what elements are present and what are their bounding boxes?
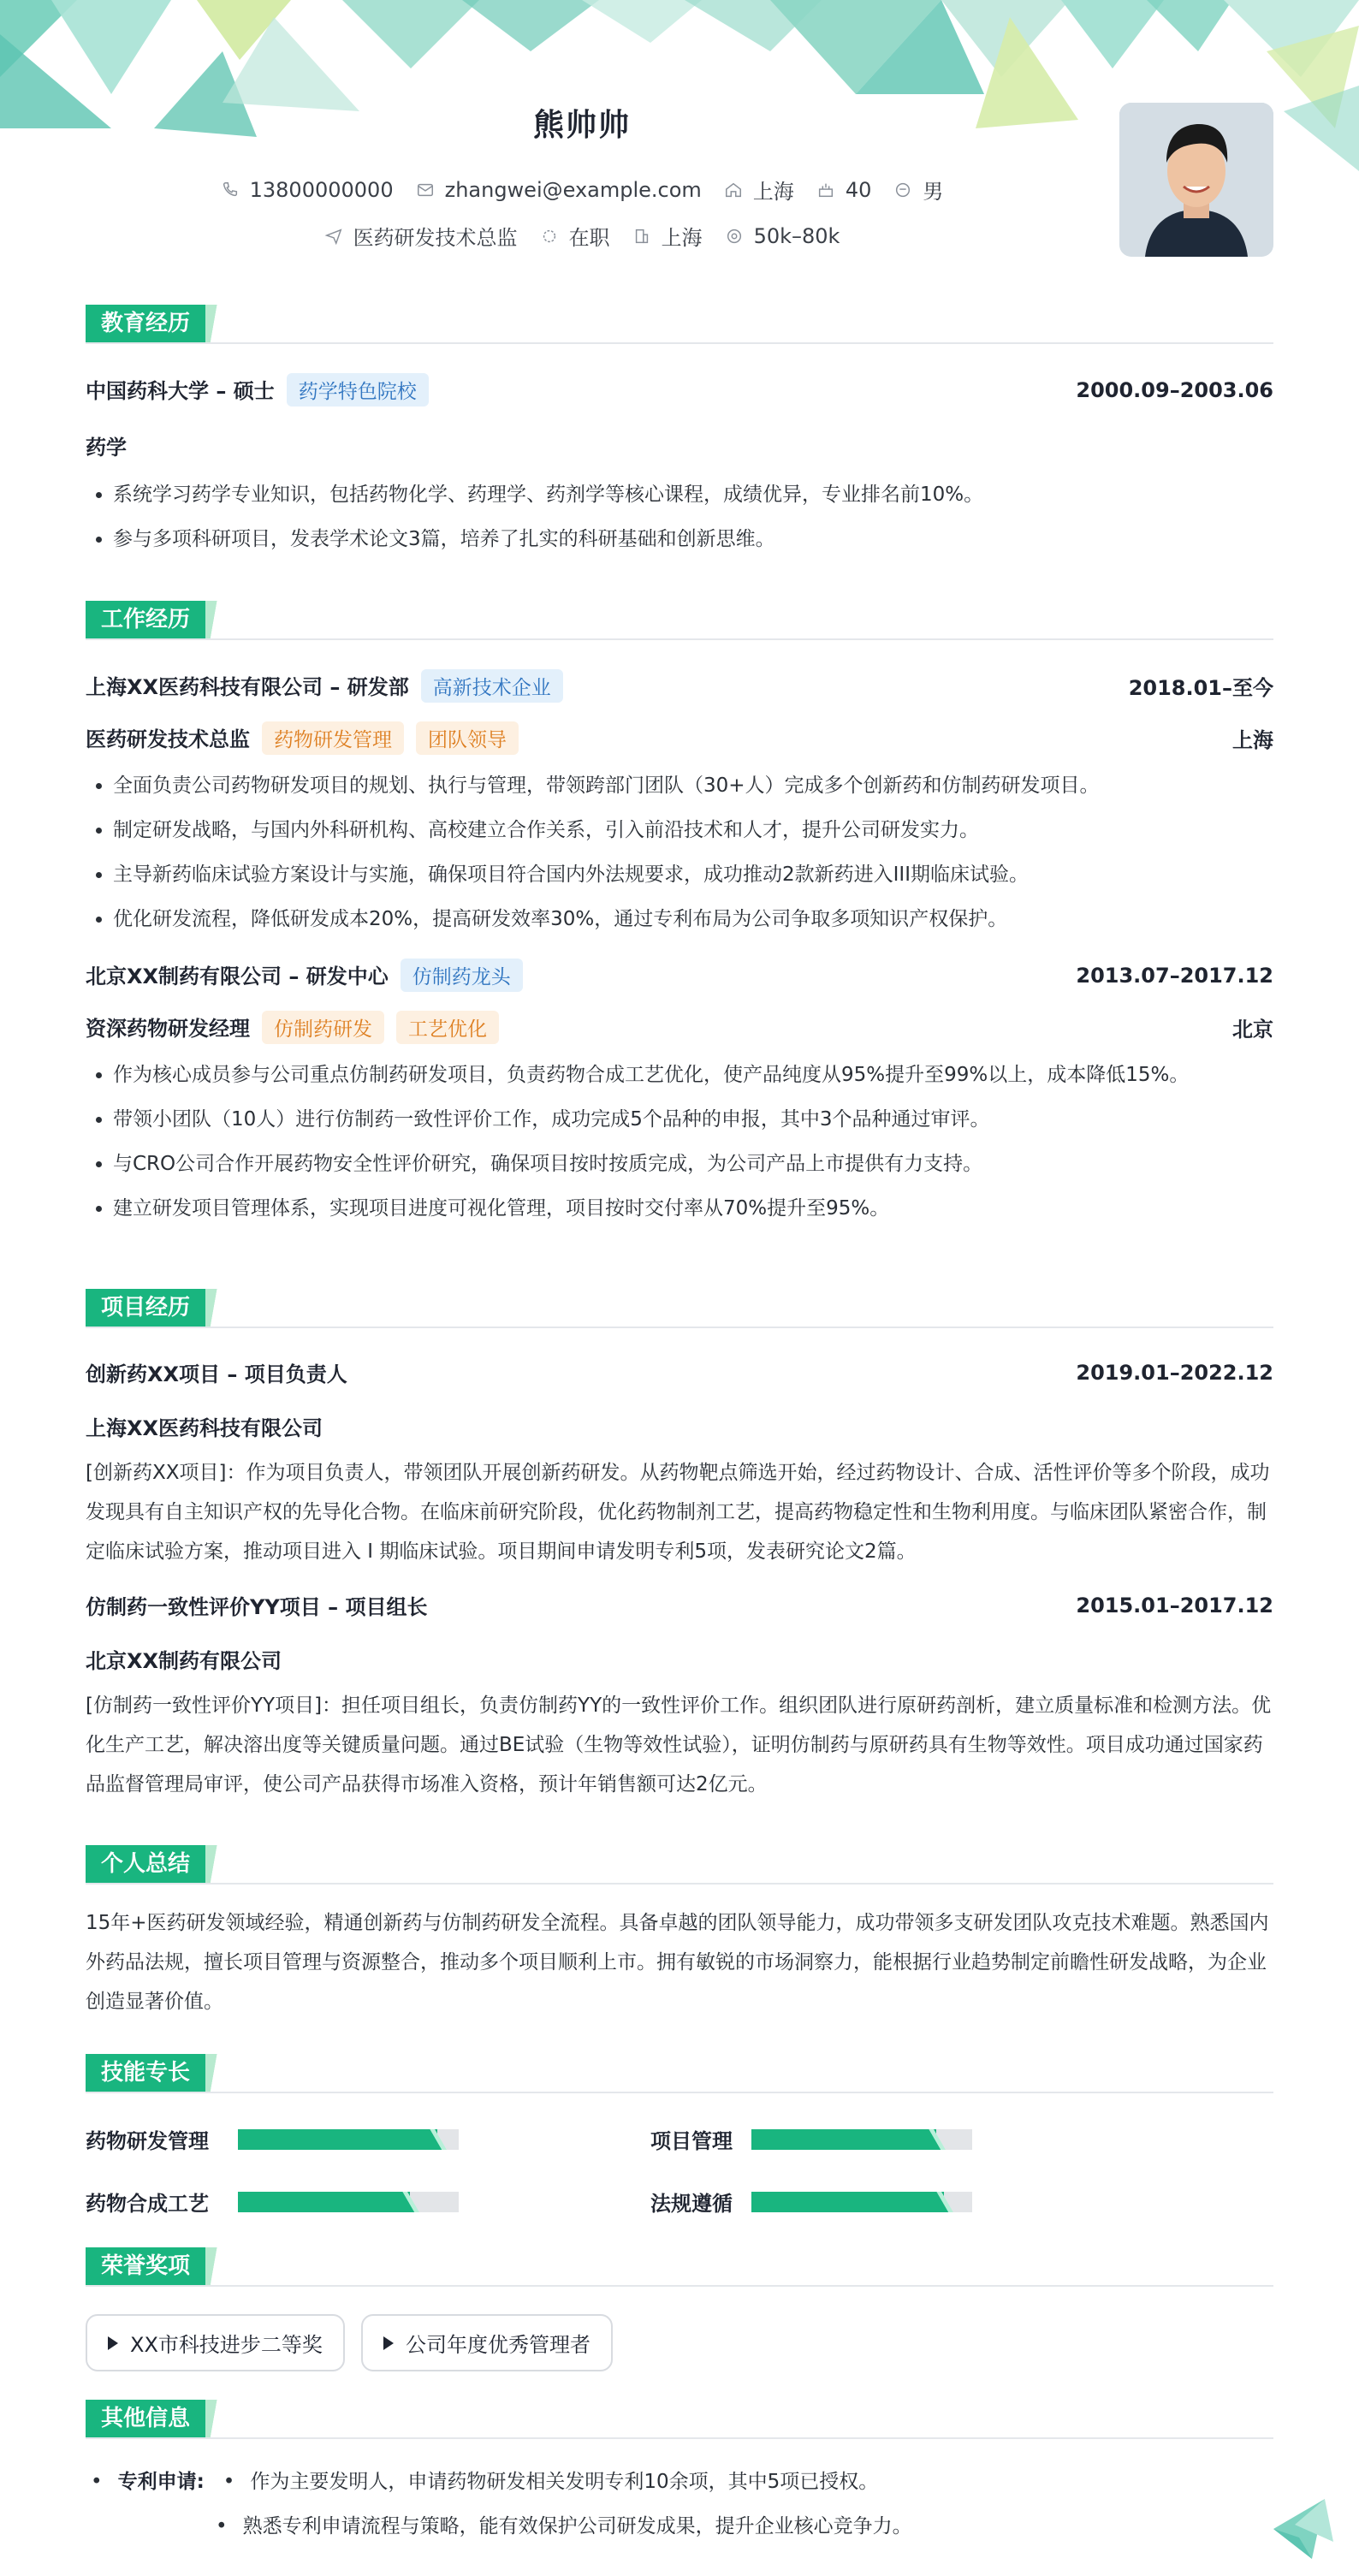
skill-item [86,2124,650,2154]
phone-item [221,175,394,205]
list-item: • 制定研发战略，与国内外科研机构、高校建立合作关系，引入前沿技术和人才，提升公司研发实力。 [113,808,1273,852]
projects-header [86,1289,1273,1328]
age-item [816,175,872,205]
school-tag: 药学特色院校 [287,373,429,407]
work-entry [86,669,1273,941]
skill-bar [238,2192,459,2212]
awards-header [86,2247,1273,2287]
skill-bar-fill [751,2192,944,2212]
school-line [86,373,429,407]
position-text: 医药研发技术总监 [353,226,518,250]
summary-title: 个人总结 [86,1845,205,1883]
corner-decoration [1265,2490,1342,2567]
building-icon [632,227,651,246]
skill-bar [751,2192,972,2212]
location-text: 上海 [752,180,794,204]
project-date: 2015.01–2017.12 [1076,1593,1273,1617]
list-item: • 作为核心成员参与公司重点仿制药研发项目，负责药物合成工艺优化，使产品纯度从95%提升至99%以上，成本降低15%。 [113,1053,1273,1097]
role-tag: 仿制药研发 [262,1011,384,1044]
list-item: • 建立研发项目管理体系，实现项目进度可视化管理，项目按时交付率从70%提升至95%。 [113,1186,1273,1231]
award-text: 公司年度优秀管理者 [405,2333,590,2357]
status-icon [540,227,559,246]
status-item [540,221,610,251]
skills-grid [86,2124,1273,2217]
project-title: 创新药XX项目 – 项目负责人 [86,1362,347,1386]
city-text: 上海 [661,226,703,250]
award-badge [86,2314,345,2371]
skill-name: 项目管理 [650,2129,733,2153]
skill-item [86,2187,650,2217]
skills-title: 技能专长 [86,2054,205,2092]
work-section [86,601,1273,1231]
coin-icon [725,227,744,246]
skills-header [86,2054,1273,2093]
role-name: 医药研发技术总监 [86,727,250,751]
project-description: [仿制药一致性评价YY项目]：担任项目组长，负责仿制药YY的一致性评价工作。组织团队进行原研药剖析，建立质量标准和检测方法。优化生产工艺，解决溶出度等关键质量问题。通过BE试验（生物等效性试验），证明仿制药与原研药具有生物等效性。项目成功通过国家药品监督管理局审评，使公司产品获得市场准入资格，预计年销售额可达2亿元。 [86,1695,1272,1795]
resume-header [0,0,1359,282]
awards-section [86,2247,1273,2371]
patent-item: 作为主要发明人，申请药物研发相关发明专利10余项，其中5项已授权。 [250,2471,879,2493]
role-line [86,721,519,755]
skill-bar [238,2129,459,2150]
status-text: 在职 [568,226,610,250]
education-title: 教育经历 [86,305,205,342]
other-header [86,2400,1273,2439]
summary-header [86,1845,1273,1885]
award-text: XX市科技进步二等奖 [130,2333,323,2357]
list-item: • 与CRO公司合作开展药物安全性评价研究，确保项目按时按质完成，为公司产品上市提供有力支持。 [113,1142,1273,1186]
company-name: 北京XX制药有限公司 – 研发中心 [86,965,389,988]
list-item: • 优化研发流程，降低研发成本20%，提高研发效率30%，通过专利布局为公司争取多项知识产权保护。 [113,897,1273,941]
awards-title: 荣誉奖项 [86,2247,205,2285]
project-description: [创新药XX项目]：作为项目负责人，带领团队开展创新药研发。从药物靶点筛选开始，经过药物设计、合成、活性评价等多个阶段，成功发现具有自主知识产权的先导化合物。在临床前研究阶段，优化药物制剂工艺，提高药物稳定性和生物利用度。与临床团队紧密合作，制定临床试验方案，推动项目进入 I 期临床试验。项目期间申请发明专利5项，发表研究论文2篇。 [86,1462,1270,1563]
projects-title: 项目经历 [86,1289,205,1327]
education-section [86,305,1273,561]
age-text: 40 [845,177,872,202]
work-title: 工作经历 [86,601,205,638]
skill-bar-fill [238,2192,410,2212]
company-tag: 仿制药龙头 [401,959,523,992]
role-tag: 工艺优化 [396,1011,499,1044]
project-org: 上海XX医药科技有限公司 [86,1416,323,1440]
city-item [632,221,703,251]
candidate-name: 熊帅帅 [532,108,631,143]
work-city: 北京 [1232,1018,1273,1042]
skill-item [650,2124,1215,2154]
major: 药学 [86,436,127,460]
gender-text: 男 [923,180,944,204]
email-text: zhangwei@example.com [444,177,702,202]
work-company-row [86,959,1273,992]
play-icon [108,2336,118,2350]
job-intent-row [0,221,1164,251]
work-role-row [86,1011,1273,1044]
company-name: 上海XX医药科技有限公司 – 研发部 [86,675,409,699]
work-entry [86,959,1273,1231]
projects-section [86,1289,1273,1804]
role-name: 资深药物研发经理 [86,1017,250,1041]
other-section [86,2400,1273,2549]
patent-row [86,2460,1273,2504]
work-bullets [86,1053,1273,1231]
skill-bar-fill [751,2129,936,2150]
send-icon [324,227,343,246]
education-header [86,305,1273,344]
skills-section [86,2054,1273,2217]
list-item: • 带领小团队（10人）进行仿制药一致性评价工作，成功完成5个品种的申报，其中3个品种通过审评。 [113,1097,1273,1142]
salary-text: 50k–80k [753,223,840,248]
position-item [324,221,518,251]
avatar [1119,103,1273,257]
user-icon [893,181,912,199]
skill-item [650,2187,1215,2217]
patent-item: 熟悉专利申请流程与策略，能有效保护公司研发成果，提升企业核心竞争力。 [242,2515,912,2537]
skill-bar [751,2129,972,2150]
skill-name: 药物研发管理 [86,2129,209,2153]
bullet-dot: • [216,2515,228,2537]
skill-bar-fill [238,2129,437,2150]
other-content [86,2460,1273,2549]
awards-list [86,2314,1273,2371]
patent-label: 专利申请: [117,2471,205,2493]
work-date: 2013.07–2017.12 [1076,963,1273,988]
education-date: 2000.09–2003.06 [1076,377,1273,402]
award-badge [361,2314,613,2371]
role-tag: 药物研发管理 [262,721,404,755]
work-city: 上海 [1232,728,1273,752]
phone-icon [221,181,240,199]
education-row [86,373,1273,407]
list-item: • 系统学习药学专业知识，包括药物化学、药理学、药剂学等核心课程，成绩优异，专业排名前10%。 [113,472,1273,517]
patent-row [86,2504,1273,2549]
work-date: 2018.01–至今 [1128,676,1273,700]
mail-icon [416,181,435,199]
bullet-dot: • [91,2471,103,2493]
play-icon [383,2336,394,2350]
company-tag: 高新技术企业 [421,669,563,703]
location-item [724,175,794,205]
phone-text: 13800000000 [249,177,394,202]
project-title-row [86,1357,1273,1387]
list-item: • 参与多项科研项目，发表学术论文3篇，培养了扎实的科研基础和创新思维。 [113,517,1273,561]
project-org: 北京XX制药有限公司 [86,1649,282,1673]
work-role-row [86,721,1273,755]
bullet-dot: • [223,2471,235,2493]
summary-section [86,1845,1273,2021]
home-icon [724,181,743,199]
work-company-row [86,669,1273,703]
project-title-row [86,1590,1273,1620]
role-line [86,1011,499,1044]
work-header [86,601,1273,640]
list-item: • 主导新药临床试验方案设计与实施，确保项目符合国内外法规要求，成功推动2款新药进入III期临床试验。 [113,852,1273,897]
skill-name: 药物合成工艺 [86,2192,209,2216]
salary-item [725,221,840,251]
email-item [416,175,702,205]
project-title: 仿制药一致性评价YY项目 – 项目组长 [86,1595,428,1619]
other-title: 其他信息 [86,2400,205,2437]
company-line [86,959,523,992]
cake-icon [816,181,835,199]
gender-item [893,175,943,205]
school-name: 中国药科大学 – 硕士 [86,379,275,403]
role-tag: 团队领导 [416,721,519,755]
contact-row [0,175,1164,205]
education-bullets [86,472,1273,561]
summary-text: 15年+医药研发领域经验，精通创新药与仿制药研发全流程。具备卓越的团队领导能力，成功带领多支研发团队攻克技术难题。熟悉国内外药品法规，擅长项目管理与资源整合，推动多个项目顺利上市。拥有敏锐的市场洞察力，能根据行业趋势制定前瞻性研发战略，为企业创造显著价值。 [86,1912,1269,2013]
project-date: 2019.01–2022.12 [1076,1360,1273,1385]
skill-name: 法规遵循 [650,2192,733,2216]
list-item: • 全面负责公司药物研发项目的规划、执行与管理，带领跨部门团队（30+人）完成多个创新药和仿制药研发项目。 [113,763,1273,808]
company-line [86,669,563,703]
work-bullets [86,763,1273,941]
